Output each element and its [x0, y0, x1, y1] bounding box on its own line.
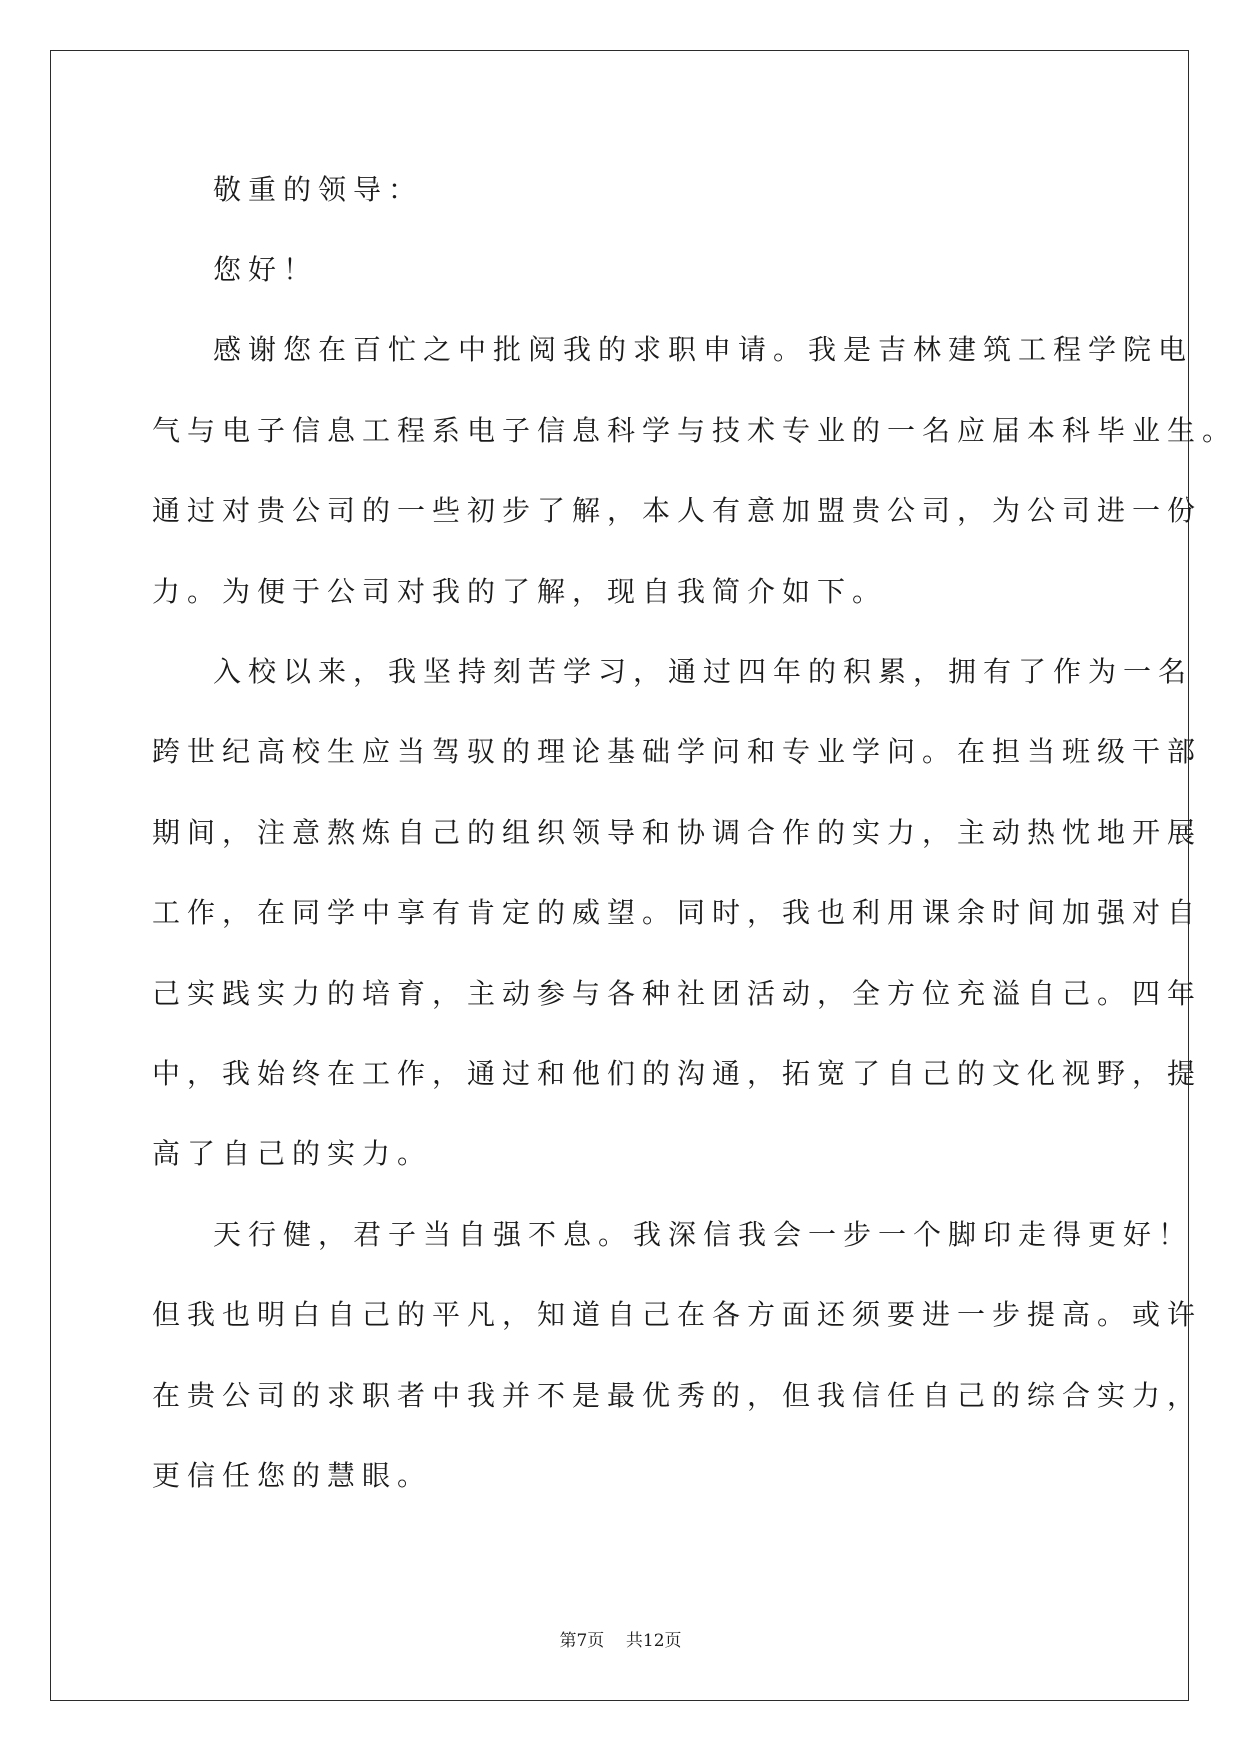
paragraph-line: 工作，在同学中享有肯定的威望。同时，我也利用课余时间加强对自 [152, 896, 1203, 929]
page-number: 第7页 共12页 [559, 1631, 682, 1651]
salutation: 敬重的领导： [213, 173, 424, 206]
paragraph-line: 在贵公司的求职者中我并不是最优秀的，但我信任自己的综合实力， [152, 1379, 1203, 1412]
paragraph-line: 跨世纪高校生应当驾驭的理论基础学问和专业学问。在担当班级干部 [152, 735, 1203, 768]
paragraph-line: 通过对贵公司的一些初步了解，本人有意加盟贵公司，为公司进一份 [152, 494, 1203, 527]
paragraph-line: 天行健，君子当自强不息。我深信我会一步一个脚印走得更好！ [213, 1218, 1194, 1251]
greeting: 您好！ [213, 253, 319, 286]
paragraph-line: 感谢您在百忙之中批阅我的求职申请。我是吉林建筑工程学院电 [213, 333, 1194, 366]
paragraph-line: 期间，注意熬炼自己的组织领导和协调合作的实力，主动热忱地开展 [152, 816, 1203, 849]
paragraph-line: 更信任您的慧眼。 [152, 1459, 433, 1492]
paragraph-line: 气与电子信息工程系电子信息科学与技术专业的一名应届本科毕业生。 [152, 414, 1238, 447]
paragraph-line: 但我也明白自己的平凡，知道自己在各方面还须要进一步提高。或许 [152, 1298, 1203, 1331]
paragraph-line: 力。为便于公司对我的了解，现自我简介如下。 [152, 575, 888, 608]
paragraph-line: 中，我始终在工作，通过和他们的沟通，拓宽了自己的文化视野，提 [152, 1057, 1203, 1090]
paragraph-line: 入校以来，我坚持刻苦学习，通过四年的积累，拥有了作为一名 [213, 655, 1194, 688]
paragraph-line: 高了自己的实力。 [152, 1137, 433, 1170]
paragraph-line: 己实践实力的培育，主动参与各种社团活动，全方位充溢自己。四年 [152, 977, 1203, 1010]
page-border [50, 50, 1189, 1701]
